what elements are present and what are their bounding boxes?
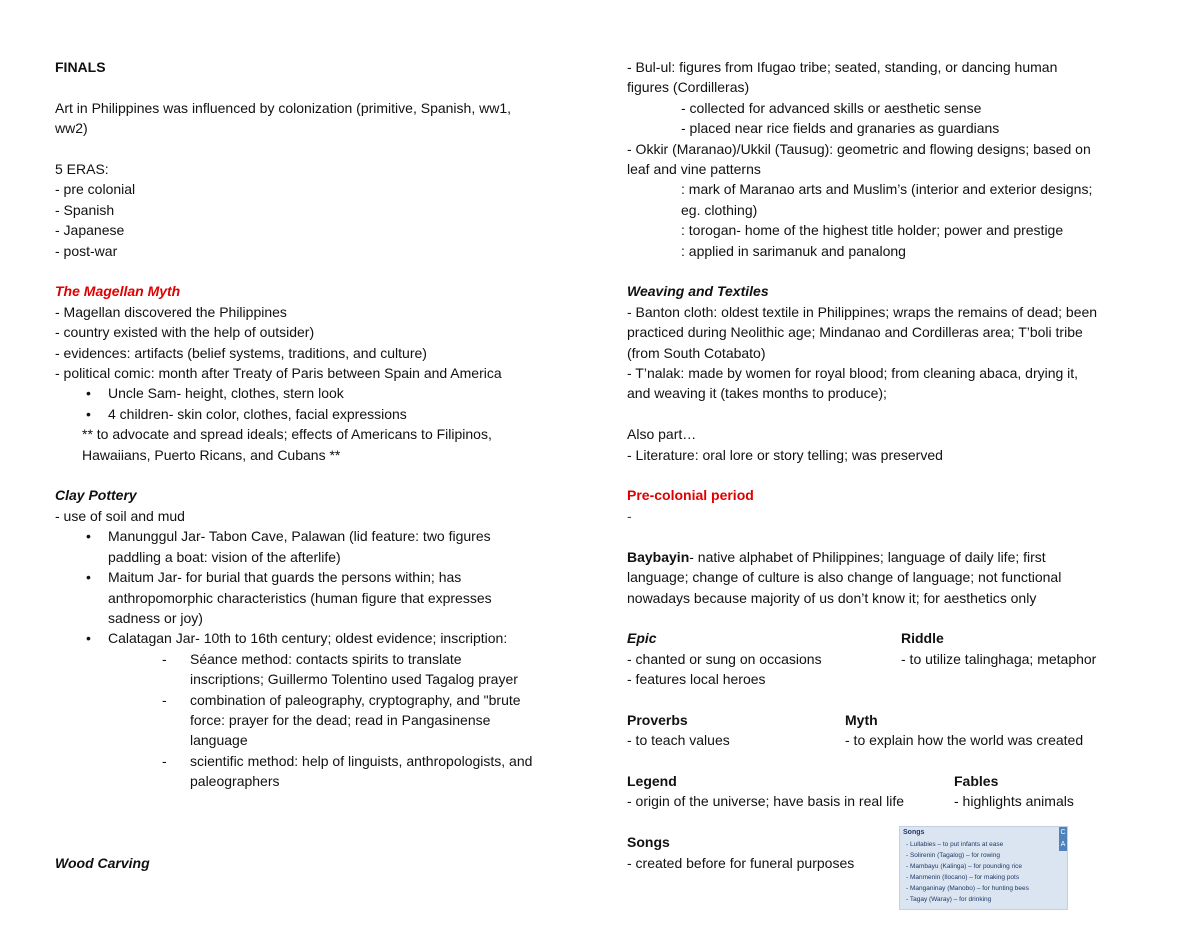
songs-thumbnail-image [899,826,1068,910]
weaving-heading: Weaving and Textiles [627,283,769,300]
pottery-bullet: • Calatagan Jar- 10th to 16th century; oldest evidence; inscription: [55,628,575,648]
magellan-item: - country existed with the help of outsider) [55,324,315,341]
pottery-bullet-cont: paddling a boat: vision of the afterlife) [108,548,341,565]
epic-riddle-heading-row [627,628,1147,648]
weaving-line: (from South Cotabato) [627,344,766,361]
epic-riddle-row [627,649,1147,669]
songs-heading: Songs [627,834,670,851]
riddle-line: - to utilize talinghaga; metaphor [901,650,1097,667]
right-column [627,57,1147,873]
thumbnail-line: - Lullabies – to put infants at ease [906,841,1004,848]
weaving-line: - T’nalak: made by women for royal blood; from cleaning abaca, drying it, [627,365,1079,382]
bulul-sub: - placed near rice fields and granaries as guardians [681,120,1000,137]
dash-marker: - [162,752,167,769]
baybayin-term: Baybayin [627,548,690,565]
also-line: - Literature: oral lore or story telling; was preserved [627,446,943,463]
precolonial-dash: - [627,507,632,524]
okkir-sub: eg. clothing) [681,201,758,218]
epic-line: - features local heroes [627,671,766,688]
precolonial-heading: Pre-colonial period [627,487,754,504]
page-title: FINALS [55,59,106,75]
pottery-sub-item [55,649,575,669]
eras-heading: 5 ERAS: [55,161,109,177]
intro-line: ww2) [55,120,88,137]
pottery-bullet-cont: anthropomorphic characteristics (human figure that expresses [108,589,492,606]
era-item: - post-war [55,242,118,259]
proverbs-myth-heading-row [627,710,1147,730]
epic-line: - chanted or sung on occasions [627,650,822,667]
baybayin-line [627,547,1147,567]
dash-marker: - [162,691,167,708]
myth-heading: Myth [845,711,878,728]
pottery-bullet: • Maitum Jar- for burial that guards the persons within; has [55,567,575,587]
pottery-sub-cont: language [190,732,248,749]
epic-heading: Epic [627,630,657,647]
pottery-bullet-cont: sadness or joy) [108,609,203,626]
proverbs-myth-row [627,730,1147,750]
dash-marker: - [162,650,167,667]
pottery-bullet: • Manunggul Jar- Tabon Cave, Palawan (lid feature: two figures [55,526,575,546]
bulul-line: - Bul-ul: figures from Ifugao tribe; seated, standing, or dancing human [627,59,1058,75]
pottery-sub-text: combination of paleography, cryptography, and "brute [190,691,521,708]
pottery-intro: - use of soil and mud [55,507,185,524]
weaving-line: practiced during Neolithic age; Mindanao and Cordilleras area; T’boli tribe [627,324,1083,341]
okkir-line: - Okkir (Maranao)/Ukkil (Tausug): geometric and flowing designs; based on [627,140,1091,157]
legend-fables-heading-row [627,771,1147,791]
thumbnail-line: - Solirenin (Tagalog) – for rowing [906,852,1000,859]
magellan-note: Hawaiians, Puerto Ricans, and Cubans ** [82,446,341,463]
era-item: - Japanese [55,222,125,239]
magellan-bullet: • 4 children- skin color, clothes, facial expressions [55,404,575,424]
fables-heading: Fables [954,773,999,790]
myth-line: - to explain how the world was created [845,732,1084,749]
left-column [55,57,575,873]
pottery-heading: Clay Pottery [55,487,137,504]
okkir-line: leaf and vine patterns [627,161,761,178]
intro-line: Art in Philippines was influenced by colonization (primitive, Spanish, ww1, [55,99,511,116]
songs-line: - created before for funeral purposes [627,854,855,871]
bulul-line: figures (Cordilleras) [627,79,750,96]
magellan-heading: The Magellan Myth [55,283,181,300]
era-item: - pre colonial [55,181,136,198]
baybayin-line: language; change of culture is also change of language; not functional [627,569,1062,586]
thumbnail-line: - Mambayu (Kalinga) – for pounding rice [906,863,1022,870]
weaving-line: and weaving it (takes months to produce); [627,385,887,402]
legend-heading: Legend [627,773,677,790]
magellan-item: - evidences: artifacts (belief systems, traditions, and culture) [55,344,427,361]
pottery-sub-item [55,751,575,771]
thumbnail-line: - Manganinay (Manobo) – for hunting bees [906,885,1029,892]
baybayin-text: - native alphabet of Philippines; language of daily life; first [689,548,1046,565]
weaving-line: - Banton cloth: oldest textile in Philippines; wraps the remains of dead; been [627,303,1098,320]
magellan-bullet: • Uncle Sam- height, clothes, stern look [55,383,575,403]
magellan-item: - Magellan discovered the Philippines [55,303,287,320]
proverbs-line: - to teach values [627,732,730,749]
bulul-sub: - collected for advanced skills or aesthetic sense [681,99,982,116]
okkir-sub: : applied in sarimanuk and panalong [681,242,906,259]
thumbnail-line: - Manmenin (Ilocano) – for making pots [906,874,1020,881]
pottery-sub-cont: paleographers [190,773,280,790]
also-line: Also part… [627,426,697,443]
okkir-sub: : torogan- home of the highest title holder; power and prestige [681,222,1064,239]
legend-line: - origin of the universe; have basis in real life [627,793,905,810]
wood-carving-heading: Wood Carving [55,854,150,871]
pottery-sub-item [55,690,575,710]
pottery-sub-cont: force: prayer for the dead; read in Pangasinense [190,711,491,728]
okkir-sub: : mark of Maranao arts and Muslim’s (interior and exterior designs; [681,181,1093,198]
pottery-sub-cont: inscriptions; Guillermo Tolentino used Tagalog prayer [190,671,518,688]
thumbnail-line: - Tagay (Waray) – for drinking [906,896,992,903]
era-item: - Spanish [55,201,115,218]
pottery-sub-text: scientific method: help of linguists, anthropologists, and [190,752,533,769]
legend-fables-row [627,791,1147,811]
baybayin-line: nowadays because majority of us don’t know it; for aesthetics only [627,589,1037,606]
thumbnail-tab: C A [1059,827,1067,851]
magellan-item: - political comic: month after Treaty of Paris between Spain and America [55,365,502,382]
magellan-note: ** to advocate and spread ideals; effects of Americans to Filipinos, [82,426,492,443]
pottery-sub-text: Séance method: contacts spirits to translate [190,650,462,667]
thumbnail-title: Songs [903,829,925,836]
proverbs-heading: Proverbs [627,711,688,728]
riddle-heading: Riddle [901,630,944,647]
fables-line: - highlights animals [954,793,1074,810]
